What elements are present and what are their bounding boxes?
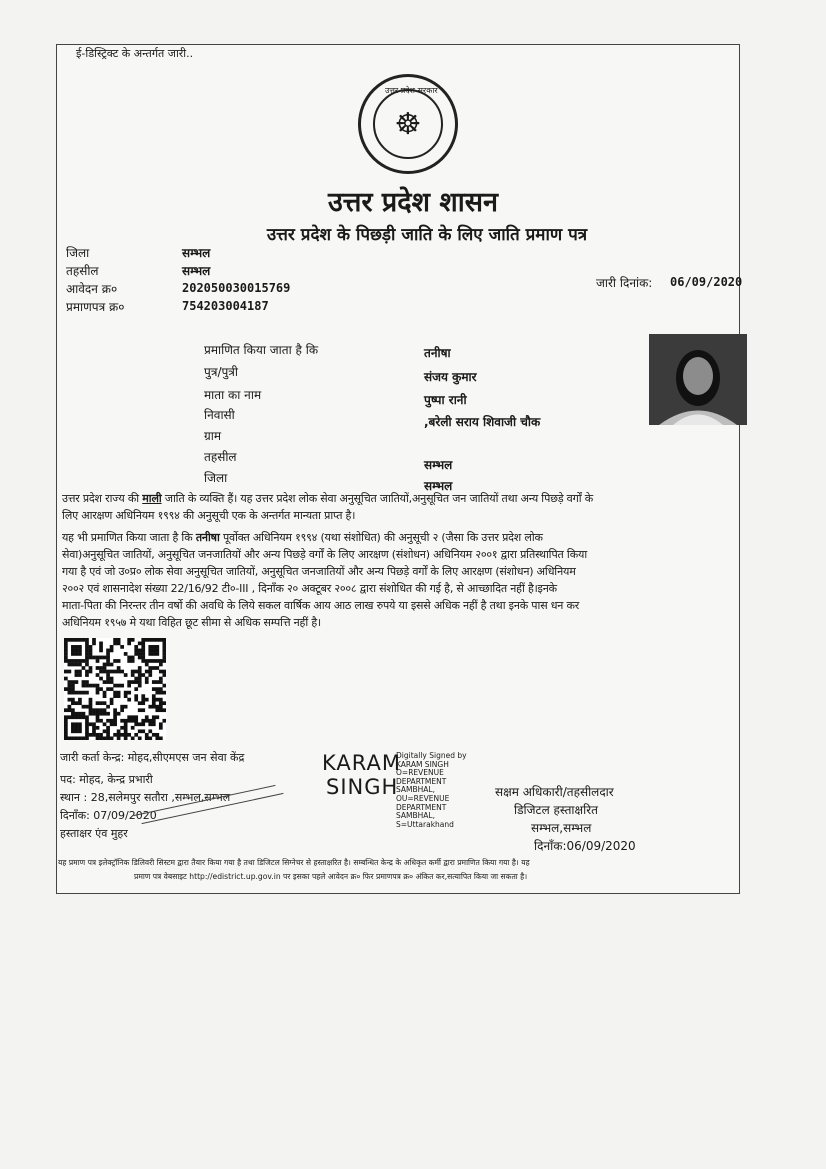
person-name: तनीषा xyxy=(424,346,451,360)
village-label: ग्राम xyxy=(204,429,222,443)
para2-line4: २००२ एवं शासनादेश संख्या 22/16/92 टी०-III , दिनाँक २० अक्टूबर २००८ द्वारा संशोधित की गई है, से आच्छादित नहीं है।इनके xyxy=(62,582,557,595)
para-person-name: तनीषा xyxy=(195,531,220,544)
digital-signer-name-line2: SINGH xyxy=(326,775,399,799)
qr-code[interactable] xyxy=(64,638,166,740)
authority-title: सक्षम अधिकारी/तहसीलदार xyxy=(495,785,614,799)
digital-signer-name-line1: KARAM xyxy=(322,751,401,775)
mother-name: पुष्पा रानी xyxy=(424,393,467,407)
para2-line2: सेवा)अनुसूचित जातियों, अनुसूचित जनजातियों और अन्य पिछड़े वर्गों के लिए आरक्षण (संशोधन) अधिनियम २००१ द्वारा प्रतिस्थापित किया xyxy=(62,548,588,561)
page-title: उत्तर प्रदेश शासन xyxy=(328,187,498,218)
seal-emblem-icon: ☸ xyxy=(373,89,443,159)
authority-date: दिनाँक:06/09/2020 xyxy=(534,839,636,853)
person-tehsil-label: तहसील xyxy=(204,450,237,464)
issue-date-value: 06/09/2020 xyxy=(670,275,743,289)
footer-note-line2: प्रमाण पत्र वेबसाइट http://edistrict.up.gov.in पर इसका पहले आवेदन क्र० फिर प्रमाणपत्र क्र० अंकित कर,सत्यापित किया जा सकता है। xyxy=(134,872,528,881)
person-district-label: जिला xyxy=(204,471,228,485)
para2-line6: अधिनियम १९५७ मे यथा विहित छूट सीमा से अधिक सम्पत्ति नहीं है। xyxy=(62,616,321,629)
mother-label: माता का नाम xyxy=(204,388,262,402)
issuing-center: जारी कर्ता केन्द्र: मोहद,सीएमएस जन सेवा केंद्र xyxy=(60,751,245,764)
para2-line3: गया है एवं जो उ०प्र० लोक सेवा अनुसूचित जातियों, अनुसूचित जनजातियों और अन्य पिछड़े वर्गों के लिए आरक्षण (संशोधन) अधिनियम xyxy=(62,565,576,578)
issue-date-label: जारी दिनांक: xyxy=(596,276,653,290)
digital-signature-details: Digitally Signed by KARAM SINGH O=REVENUE DEPARTMENT SAMBHAL, OU=REVENUE DEPARTMENT SAMBHAL, S=Uttarakhand xyxy=(396,751,467,829)
certify-label: प्रमाणित किया जाता है कि xyxy=(204,343,319,357)
resident-label: निवासी xyxy=(204,408,235,422)
issuing-place: स्थान : 28,सलेमपुर सतौरा ,सम्भल,सम्भल xyxy=(60,791,231,804)
district-value: सम्भल xyxy=(182,246,211,260)
issuing-post: पद: मोहद, केन्द्र प्रभारी xyxy=(60,773,153,786)
issuing-date: दिनाँक: 07/09/2020 xyxy=(60,809,157,822)
seal-text: उत्तर प्रदेश सरकार xyxy=(385,86,438,95)
up-government-seal xyxy=(358,74,458,174)
district-label: जिला xyxy=(66,246,90,260)
relation-label: पुत्र/पुत्री xyxy=(204,365,239,379)
address-value: ,बरेली सराय शिवाजी चौक xyxy=(424,415,541,429)
certificate-label: प्रमाणपत्र क्र० xyxy=(66,300,125,314)
caste-name: माली xyxy=(142,492,162,505)
para2-line1: यह भी प्रमाणित किया जाता है कि तनीषा पूर्वोक्त अधिनियम १९९४ (यथा संशोधित) की अनुसूची २ (जैसा कि उत्तर प्रदेश लोक xyxy=(62,531,543,544)
para1-line1: उत्तर प्रदेश राज्य की माली जाति के व्यक्ति हैं। यह उत्तर प्रदेश लोक सेवा अनुसूचित जातियों,अनुसूचित जन जातियों तथा अन्य पिछड़े वर्गों के xyxy=(62,492,593,505)
tehsil-label: तहसील xyxy=(66,264,99,278)
father-name: संजय कुमार xyxy=(424,370,477,384)
page-subtitle: उत्तर प्रदेश के पिछड़ी जाति के लिए जाति प्रमाण पत्र xyxy=(266,225,588,245)
person-district-value: सम्भल xyxy=(424,479,453,493)
application-label: आवेदन क्र० xyxy=(66,282,118,296)
authority-place: सम्भल,सम्भल xyxy=(531,821,592,835)
application-number: 202050030015769 xyxy=(182,281,291,295)
signature-seal-label: हस्ताक्षर एंव मुहर xyxy=(60,827,128,840)
applicant-photo xyxy=(649,334,747,425)
issuer-note: ई-डिस्ट्रिक्ट के अन्तर्गत जारी.. xyxy=(76,47,194,60)
certificate-number: 754203004187 xyxy=(182,299,269,313)
person-tehsil-value: सम्भल xyxy=(424,458,453,472)
para1-line2: लिए आरक्षण अधिनियम १९९४ की अनुसूची एक के अन्तर्गत मान्यता प्राप्त है। xyxy=(62,509,356,522)
tehsil-value: सम्भल xyxy=(182,264,211,278)
footer-note-line1: यह प्रमाण पत्र इलेक्ट्रॉनिक डिलिवरी सिस्टम द्वारा तैयार किया गया है तथा डिजिटल सिग्नेचर से हस्ताक्षरित है। सम्बन्धित केन्द्र के अधिकृत कर्मी द्वारा प्रमाणित किया गया है। यह xyxy=(58,858,530,867)
authority-digital: डिजिटल हस्ताक्षरित xyxy=(514,803,598,817)
para2-line5: माता-पिता की निरन्तर तीन वर्षो की अवधि के लिये सकल वार्षिक आय आठ लाख रुपये या इससे अधिक नहीं है तथा इनके पास धन कर xyxy=(62,599,580,612)
